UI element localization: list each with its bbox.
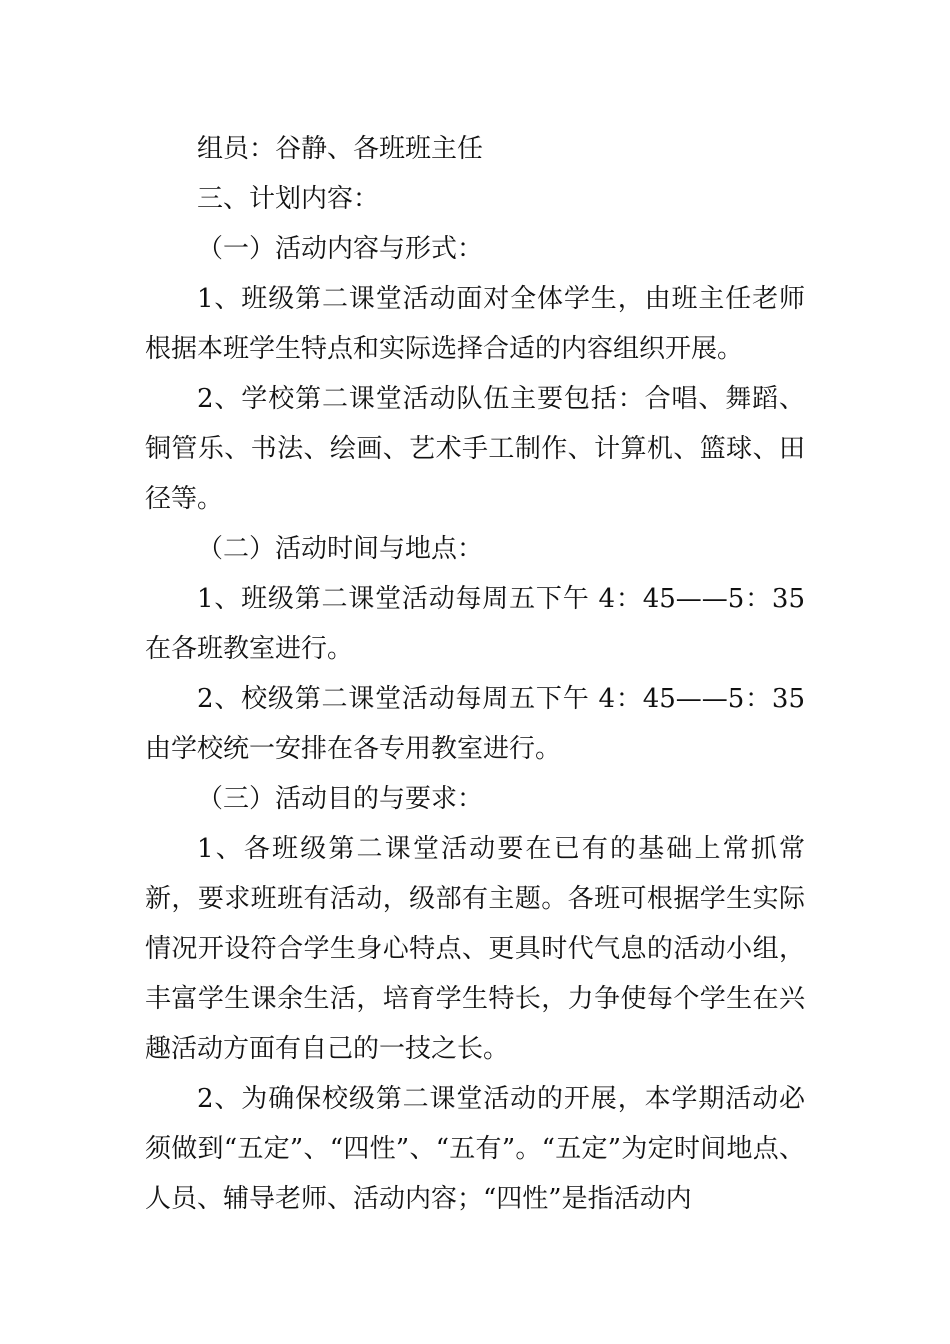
section-heading-plan-content: 三、计划内容： xyxy=(197,184,380,214)
members-line: 组员：谷静、各班班主任 xyxy=(197,134,484,164)
paragraph-class-goals: 1、各班级第二课堂活动要在已有的基础上常抓常新，要求班班有活动，级部有主题。各班可根据学生实际情况开设符合学生身心特点、更具时代气息的活动小组，丰富学生课余生活，培育学生特长，力争使每个学生在兴趣活动方面有自己的一技之长。 xyxy=(145,834,805,1064)
subheading-content-form: （一）活动内容与形式： xyxy=(197,234,484,264)
paragraph-class-time: 1、班级第二课堂活动每周五下午 4：45——5：35 在各班教室进行。 xyxy=(145,584,805,664)
paragraph-school-time: 2、校级第二课堂活动每周五下午 4：45——5：35 由学校统一安排在各专用教室进行。 xyxy=(145,684,805,764)
paragraph-school-teams: 2、学校第二课堂活动队伍主要包括：合唱、舞蹈、铜管乐、书法、绘画、艺术手工制作、计算机、篮球、田径等。 xyxy=(145,384,805,514)
document-body xyxy=(145,124,805,1224)
subheading-time-place: （二）活动时间与地点： xyxy=(197,534,484,564)
paragraph-school-goals: 2、为确保校级第二课堂活动的开展，本学期活动必须做到“五定”、“四性”、“五有”。“五定”为定时间地点、人员、辅导老师、活动内容；“四性”是指活动内 xyxy=(145,1084,805,1214)
subheading-goals-requirements: （三）活动目的与要求： xyxy=(197,784,484,814)
paragraph-class-activities: 1、班级第二课堂活动面对全体学生，由班主任老师根据本班学生特点和实际选择合适的内容组织开展。 xyxy=(145,284,805,364)
